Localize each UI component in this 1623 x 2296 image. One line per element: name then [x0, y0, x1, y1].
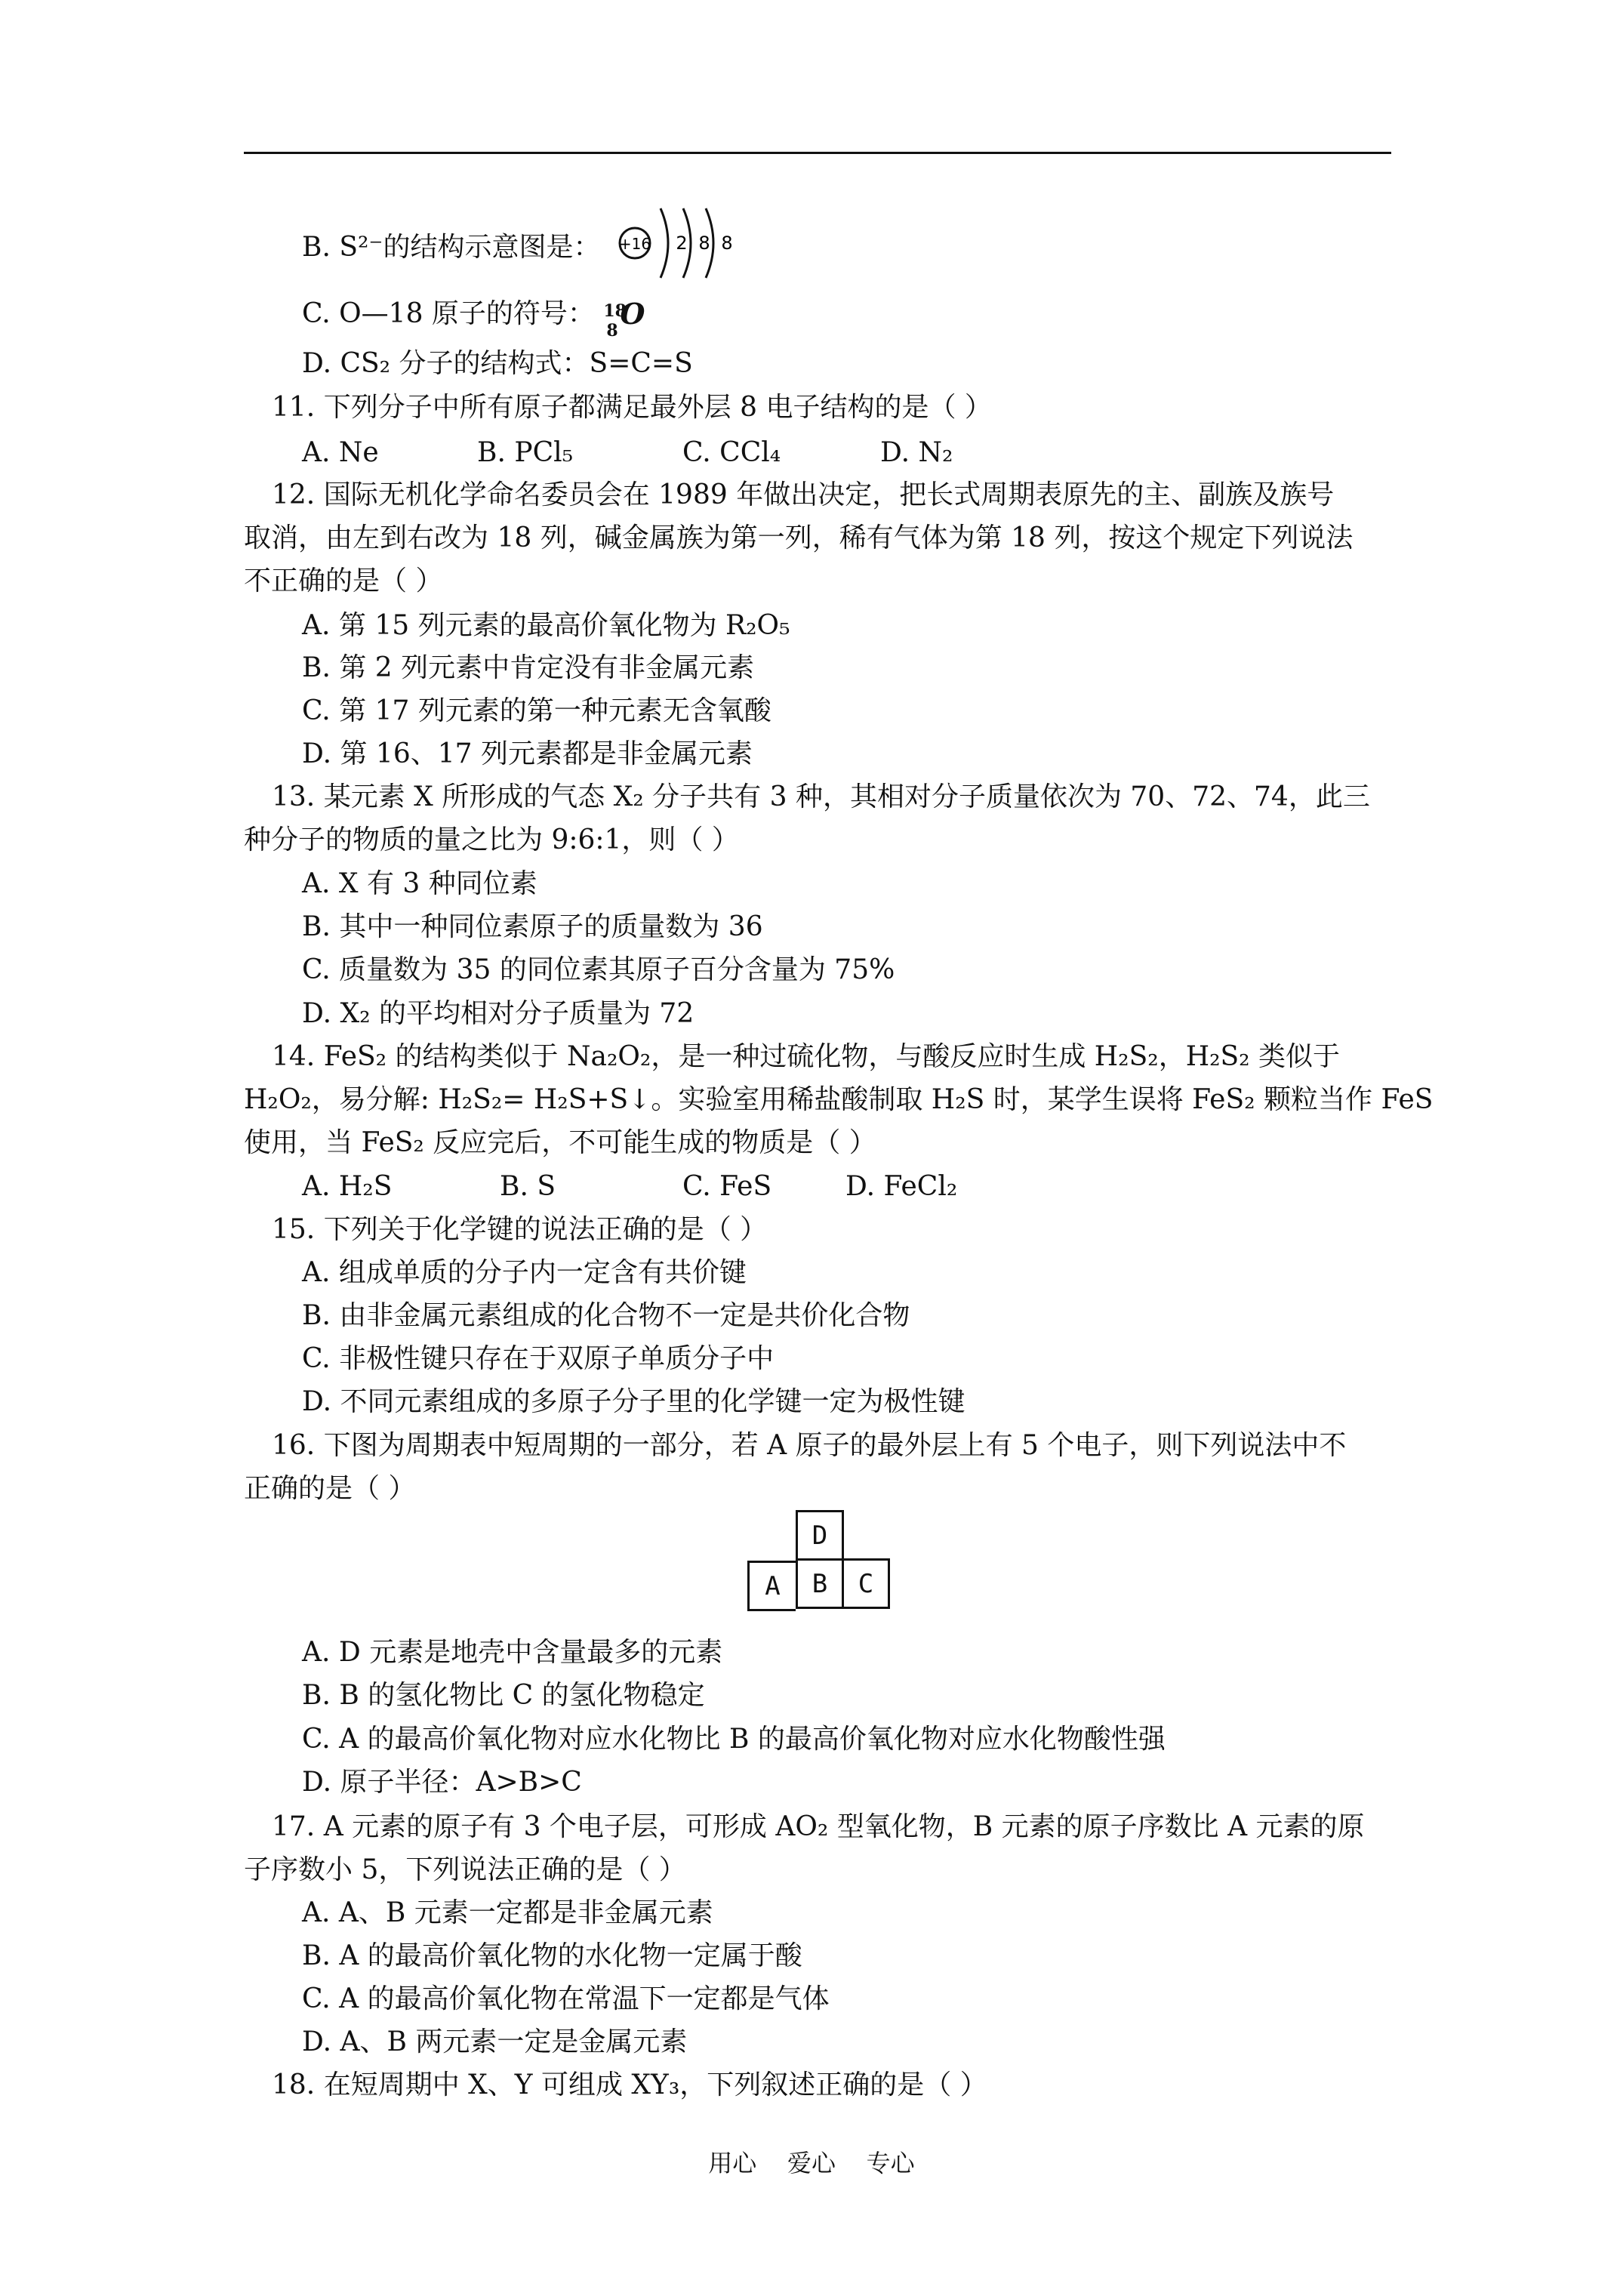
question-14-stem-3: 使用，当 FeS₂ 反应完后，不可能生成的物质是（ ） — [244, 1127, 876, 1158]
option-14d: D. FeCl₂ — [845, 1171, 958, 1202]
question-14-options — [302, 1170, 957, 1204]
option-16d: D. 原子半径：A>B>C — [302, 1767, 582, 1798]
option-10b: B. S²⁻的结构示意图是： — [302, 232, 601, 263]
option-11a: A. Ne — [302, 437, 379, 468]
option-10d: D. CS₂ 分子的结构式：S=C=S — [302, 348, 693, 379]
question-15-stem: 15. 下列关于化学键的说法正确的是（ ） — [272, 1214, 768, 1245]
cell-b: B — [796, 1558, 844, 1609]
shell-3-count: 8 — [721, 233, 733, 254]
option-11d: D. N₂ — [880, 437, 953, 468]
question-13-stem-2: 种分子的物质的量之比为 9:6:1，则（ ） — [244, 824, 739, 855]
option-15b: B. 由非金属元素组成的化合物不一定是共价化合物 — [302, 1300, 910, 1331]
option-12b: B. 第 2 列元素中肯定没有非金属元素 — [302, 652, 755, 683]
nucleus-charge: +16 — [618, 235, 651, 253]
sulfide-ion-structure-diagram — [615, 198, 751, 288]
oxygen-18-symbol: 18 8 O — [603, 297, 645, 341]
cell-d: D — [796, 1510, 844, 1561]
option-11b: B. PCl₅ — [477, 437, 574, 468]
option-14c: C. FeS — [682, 1171, 772, 1202]
option-13d: D. X₂ 的平均相对分子质量为 72 — [302, 998, 694, 1029]
option-17d: D. A、B 两元素一定是金属元素 — [302, 2026, 688, 2057]
option-15c: C. 非极性键只存在于双原子单质分子中 — [302, 1343, 775, 1374]
question-12-stem-1: 12. 国际无机化学命名委员会在 1989 年做出决定，把长式周期表原先的主、副族及族号 — [272, 479, 1335, 510]
question-12-stem-2: 取消，由左到右改为 18 列，碱金属族为第一列，稀有气体为第 18 列，按这个规定下列说法 — [244, 522, 1354, 553]
question-12-stem-3: 不正确的是（ ） — [244, 566, 443, 596]
option-12c: C. 第 17 列元素的第一种元素无含氧酸 — [302, 695, 771, 726]
option-13b: B. 其中一种同位素原子的质量数为 36 — [302, 911, 763, 942]
option-17a: A. A、B 元素一定都是非金属元素 — [302, 1897, 713, 1928]
header-rule — [244, 152, 1391, 154]
question-13-stem-1: 13. 某元素 X 所形成的气态 X₂ 分子共有 3 种，其相对分子质量依次为 70、72、74，此三 — [272, 781, 1370, 812]
question-14-stem-2: H₂O₂，易分解: H₂S₂= H₂S+S↓。实验室用稀盐酸制取 H₂S 时，某学生误将 FeS₂ 颗粒当作 FeS — [244, 1084, 1434, 1115]
question-11-options — [302, 436, 953, 470]
option-16a: A. D 元素是地壳中含量最多的元素 — [302, 1637, 723, 1668]
question-17-stem-1: 17. A 元素的原子有 3 个电子层，可形成 AO₂ 型氧化物，B 元素的原子序数比 A 元素的原 — [272, 1811, 1365, 1842]
option-17c: C. A 的最高价氧化物在常温下一定都是气体 — [302, 1983, 830, 2014]
question-16-stem-1: 16. 下图为周期表中短周期的一部分，若 A 原子的最外层上有 5 个电子，则下列说法中不 — [272, 1430, 1347, 1461]
cell-a: A — [747, 1561, 796, 1611]
question-14-stem-1: 14. FeS₂ 的结构类似于 Na₂O₂，是一种过硫化物，与酸反应时生成 H₂S₂，H₂S₂ 类似于 — [272, 1041, 1341, 1072]
cell-c: C — [842, 1558, 890, 1609]
question-17-stem-2: 子序数小 5，下列说法正确的是（ ） — [244, 1854, 686, 1885]
option-15d: D. 不同元素组成的多原子分子里的化学键一定为极性键 — [302, 1386, 965, 1417]
shell-2-count: 8 — [698, 233, 710, 254]
option-14b: B. S — [500, 1171, 556, 1202]
option-13c: C. 质量数为 35 的同位素其原子百分含量为 75% — [302, 954, 895, 985]
question-16-stem-2: 正确的是（ ） — [244, 1473, 416, 1504]
option-17b: B. A 的最高价氧化物的水化物一定属于酸 — [302, 1940, 802, 1971]
option-12d: D. 第 16、17 列元素都是非金属元素 — [302, 738, 753, 769]
option-11c: C. CCl₄ — [682, 437, 781, 468]
option-15a: A. 组成单质的分子内一定含有共价键 — [302, 1257, 747, 1288]
page-footer: 用心 爱心 专心 — [708, 2149, 915, 2177]
option-10c: C. O—18 原子的符号： 18 8 O — [302, 297, 650, 331]
option-16b: B. B 的氢化物比 C 的氢化物稳定 — [302, 1680, 705, 1711]
shell-1-count: 2 — [676, 233, 688, 254]
option-14a: A. H₂S — [302, 1171, 393, 1202]
option-12a: A. 第 15 列元素的最高价氧化物为 R₂O₅ — [302, 610, 790, 641]
option-16c: C. A 的最高价氧化物对应水化物比 B 的最高价氧化物对应水化物酸性强 — [302, 1724, 1166, 1755]
question-18-stem: 18. 在短周期中 X、Y 可组成 XY₃，下列叙述正确的是（ ） — [272, 2069, 987, 2100]
option-13a: A. X 有 3 种同位素 — [302, 868, 537, 899]
periodic-table-fragment — [747, 1510, 898, 1631]
question-11-stem: 11. 下列分子中所有原子都满足最外层 8 电子结构的是（ ） — [272, 392, 992, 423]
